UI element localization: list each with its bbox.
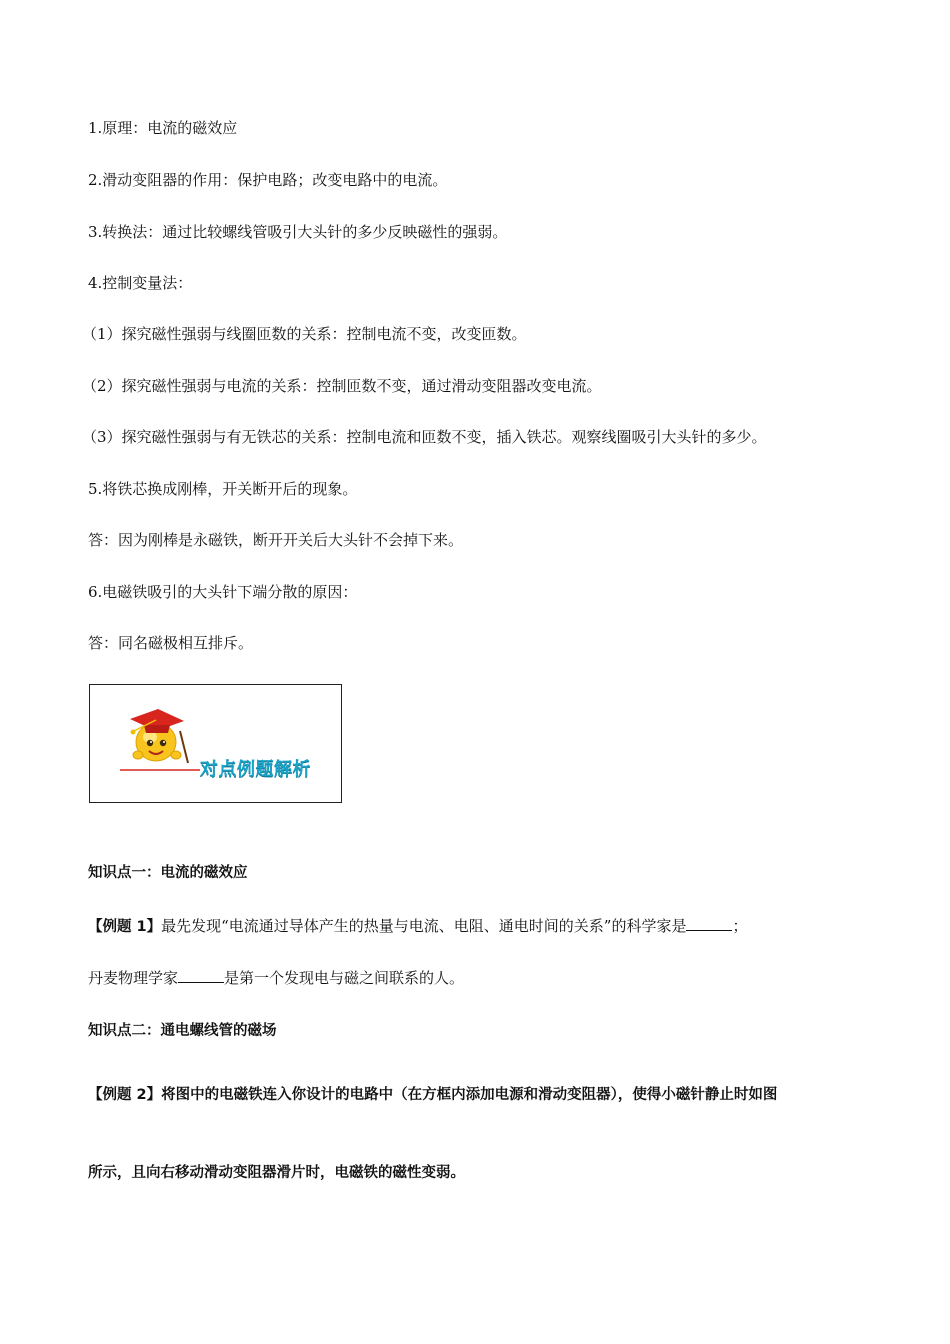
text-line-iron-core: （3）探究磁性强弱与有无铁芯的关系：控制电流和匝数不变，插入铁芯。观察线圈吸引大头针的多少。 [82, 428, 767, 446]
banner-title: 对点例题解析 [200, 759, 311, 780]
text-line-turns: （1）探究磁性强弱与线圈匝数的关系：控制电流不变，改变匝数。 [82, 325, 527, 343]
section-heading-1: 知识点一：电流的磁效应 [88, 865, 248, 881]
mascot-graduate-icon [90, 685, 343, 804]
text-line-current: （2）探究磁性强弱与电流的关系：控制匝数不变，通过滑动变阻器改变电流。 [82, 377, 602, 395]
example-2-line-1 [88, 1085, 777, 1105]
example-1-line-1 [88, 916, 748, 937]
example-1-text-a-end: ； [732, 917, 748, 935]
text-line-principle: 1.原理：电流的磁效应 [88, 119, 238, 137]
example-2-label: 【例题 2】 [88, 1087, 162, 1103]
section-heading-2: 知识点二：通电螺线管的磁场 [88, 1023, 277, 1039]
example-analysis-banner [89, 684, 342, 803]
text-line-answer-2: 答：同名磁极相互排斥。 [88, 634, 254, 652]
text-line-answer-1: 答：因为刚棒是永磁铁，断开开关后大头针不会掉下来。 [88, 531, 464, 549]
answer-blank-1[interactable] [686, 916, 732, 931]
example-1-label: 【例题 1】 [88, 919, 162, 935]
example-1-text-b-start: 丹麦物理学家 [88, 969, 179, 987]
text-line-control-variable: 4.控制变量法： [88, 274, 193, 292]
text-line-rheostat: 2.滑动变阻器的作用：保护电路；改变电路中的电流。 [88, 171, 448, 189]
text-line-pins: 6.电磁铁吸引的大头针下端分散的原因： [88, 583, 358, 601]
answer-blank-2[interactable] [178, 968, 224, 983]
example-1-text-b-end: 是第一个发现电与磁之间联系的人。 [224, 969, 465, 987]
example-1-text-a: 最先发现“电流通过导体产生的热量与电流、电阻、通电时间的关系”的科学家是 [161, 917, 687, 935]
example-1-line-2 [88, 968, 464, 988]
example-2-line-2: 所示，且向右移动滑动变阻器滑片时，电磁铁的磁性变弱。 [88, 1165, 465, 1181]
text-line-conversion: 3.转换法：通过比较螺线管吸引大头针的多少反映磁性的强弱。 [88, 223, 508, 241]
text-line-steel-rod: 5.将铁芯换成刚棒，开关断开后的现象。 [88, 480, 358, 498]
example-2-text-a: 将图中的电磁铁连入你设计的电路中（在方框内添加电源和滑动变阻器），使得小磁针静止时如图 [161, 1087, 778, 1103]
